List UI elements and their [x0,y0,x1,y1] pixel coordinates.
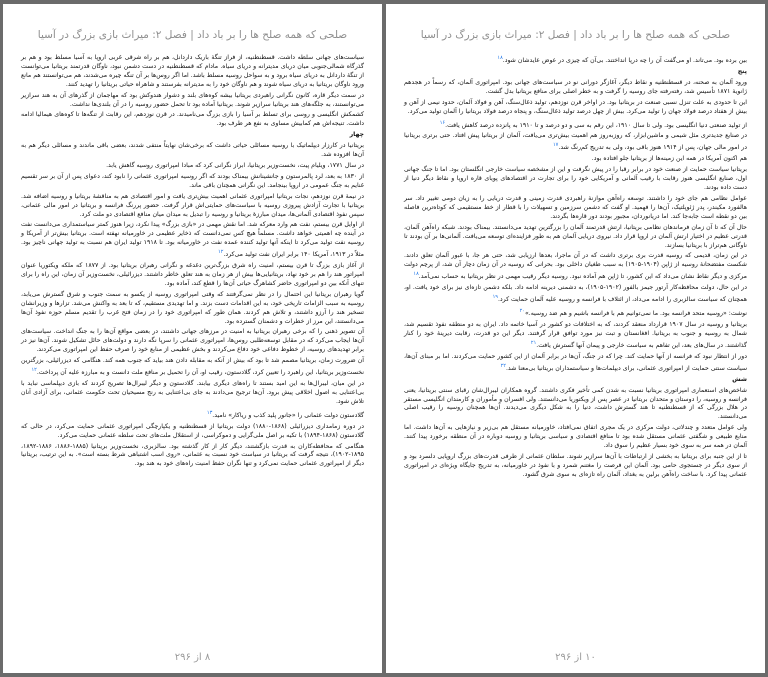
paragraph [21,92,364,110]
paragraph [404,252,747,282]
footnote-link[interactable]: ۱۹ [492,294,498,301]
page-body [404,54,747,480]
paragraph-text: نوشت: «روسیه متحد فرانسه بود. ما نمی‌توانیم هم با فرانسه باشیم و هم ضد روسیه.» [524,310,747,318]
footnote-link[interactable]: ۱۲ [31,367,37,374]
paragraph [21,380,364,407]
paragraph [404,54,747,66]
paragraph-text: چهار [349,131,364,139]
paragraph-text: کشمکش انگلیسی و روسی برای تسلط بر آسیا را بازی بزرگ می‌نامیدند. در قرن نوزدهم، این رقابت از تنگه‌ها تا کوه‌های هیمالیا ادامه داشت. تنیجه‌اش هم کمابیش مساوی به نفع هر طرف بود. [21,111,364,128]
paragraph-text: ورود آلمان به صحنه، در قسطنطنیه و نقاط دیگر، آغازگر دورانی نو در سیاست‌های جهانی بود. امپراتوری آلمان، که رسماً در هجدهم ژانویهٔ ۱۸۷۱ تأسیس شد، رفته‌رفته جای روسیه را گرفت و به خطر اصلی برای منافع بریتانیا بدل گشت. [404,78,747,95]
paragraph-text: بین برده بود. می‌تاند. او می‌گفت آن را چه درپا انداختند. بی‌آن که چیزی در عوض عایدشان شود. [502,57,747,65]
page-header: صلحی که همه صلح ها را بر باد داد | فصل ۲: میراث بازی بزرگ در آسیا [420,29,731,41]
paragraph [21,193,364,220]
footnote-link[interactable]: ۱۸ [497,55,503,61]
paragraph-text: شاخص‌های استعماری امپراتوری بریتانیا نسبت به شدن کمی تأخیر فکری داشتند. گروه همکاران لیبرال‌شان رقبای سنتی بریتانیا، یعنی فرانسه و روسیه، را دوستان و متحدان بریتانیا در عصر پس از ویکتوریا می‌دانستند. ولی افسران و مأموران و کارمندان انگلیسی مستقر در هلال بزرگی که از قسطنطنیه تا هند گسترش داشت، دنیا را به شکل دیگری می‌دیدند. آن‌ها همچنان روسیه را رقیب اصلی می‌دانستند. [404,386,747,421]
paragraph-text: پنج [737,67,747,75]
paragraph-text: در سال ۱۷۷۱، ویلیام پیت، نخست‌وزیر بریتانیا، ابراز نگرانی کرد که مبادا امپراتوری روسیه گاهش یابد. [106,161,364,169]
footnote-link[interactable]: ۲۲ [500,362,506,369]
paragraph [21,443,364,470]
page-number: ۱۰ از ۲۹۶ [555,652,596,663]
paragraph-text: بریتانیا و روسیه در سال ۱۹۰۷ قرارداد منعقد کردند، که به اختلافات دو کشور در آسیا خاتمه داد. ایران به دو منطقه نفوذ تقسیم شد، شمال به روسیه و جنوب به بریتانیا. افغانستان و تبت نیز مورد توافق قرار گرفتند. دیگر این دو قدرت، رقابت دیرینهٔ خود را کنار گذاشتند. در سال‌های بعد، این تفاهم به سیاست خارجی و پیمان آنها گسترش یافت. [404,321,748,349]
paragraph-text: از آغاز بازی بزرگ تا قرن بیستم، امنیت راه شرق بزرگ‌ترین دغدغه و نگرانی رهبران بریتانیا بود. از ۱۸۷۷ که ملکه ویکتوریا عنوان امپراتور هند را هم بر خود نهاد، بریتانیایی‌ها بیش از هر زمان به هند تعلق خاطر داشتند. دیزرائیلی، نخست‌وزیر آن زمان، این راه را برای تنهای آنکه بین دو امپراتوری حاضر کشاهرگ حیاتی آن‌ها را قطع کند، آماده بود. [21,262,364,287]
paragraph [404,453,747,480]
paragraph-text: بریتانیا در کارزار دیپلماتیک با روسیه مسائلی حیاتی داشت که برخی‌شان نهایتاً منتفی شدند، بعضی باقی ماندند و مسائلی دیگر هم به آن‌ها افزوده شد. [21,142,364,159]
paragraph [404,195,747,222]
section-heading [404,376,747,385]
paragraph [404,224,747,251]
paragraph-text: از تولید صنعتی دنیا انگلیسی بود. ولی تا سال ۱۹۱۰، این رقم به سی و دو درصد و تا ۱۹۱۰ به پانزده درصد کاهش یافت. [445,121,747,129]
paragraph [21,142,364,160]
paragraph [21,262,364,289]
paragraph-text: گویا رهبران بریتانیا این احتمال را در نظر نمی‌گرفتند که وقتی امپراتوری روسیه از یکسو به سمت جنوب و شرق گسترش می‌یابد، روسیه به سبب الزامات تاریخی خود، به این اقدامات دست بزند. و اما تهدیدی مستقیم، که تا بعد به واکنش می‌شد. تزارها و وزیرانشان تسخیر هند را آرزو داشتند، و تلاش هم کردند. همان طور که امپراتوری خود را در زمان فتح غرب را تقدیم مسلم حوزه نفوذ آن‌ها می‌دانستند، این مرز از خطرات و دشمنان گسترده بود. [21,290,364,325]
paragraph-text: از ۱۸۳۰ به بعد، لرد پالمرستون و جانشینانش بیمناک بودند که اگر روسیه امپراتوری عثمانی را نابود کند، دعوای پس از آن بر سر تقسیم غنایم به جنگ عمومی در اروپا بینجامد. این نگرانی همچنان باقی ماند. [21,172,364,189]
paragraph-text: عوامل نظامی هم جای خود را داشتند. توسعه راه‌آهن موازنهٔ راهبردی قدرت زمینی و قدرت دریایی را به زیان دومی تغییر داد. سر هالفورد مکیندر، پدر ژئوپلتیک، آن‌ها را فهمید. او گفت که دشمن سرزمین و تسهیلات را با قطار از خط مستقیمی که کوتاه‌ترین فاصله بین دو نقطه است جابه‌جا کند. اما دریانوردان، مجبور بودند دور قاره‌ها بگردند. [404,194,747,220]
footnote-link[interactable]: ۱۳ [206,409,213,416]
paragraph-text: بریتانیا سیاست حمایت از صنعت خود در برابر رقبا را در پیش نگرفت و این از مشخصه سیاست خارجی انگلستان بود. اما تا جنگ جهانی اول، صنایع انگلیسی هنوز رقابت با رقیب آلمانی و آمریکایی خود را برای تجارت در اقتصادهای پویای قاره اروپا و نقاط دیگر دنیا از دست داده بودند. [404,166,747,192]
paragraph-text: در این میان، لیبرال‌ها به این امید بستند تا راه‌های دیگری بیابند. گلادستون و دیگر لیبرال‌ها تصریح کردند که بازی دیپلماسی نباید با بی‌اعتنایی به اصول اخلاقی پیش برود. آن‌ها ترجیح می‌دادند به جای بی‌اعتنایی به رنج مسیحیان تحت حکومت عثمانی، برای آزادی آنان تلاش شود. [21,380,364,405]
paragraph [404,307,747,319]
footnote-link[interactable]: ۱۲ [218,249,224,256]
paragraph-text: در این حال، دولت محافظه‌کار آرتور جیمز بالفور (۱۹۰۲-۱۹۰۵)، به دشمنی دیرینه ادامه داد. بلکه دشمن تازه‌ای نیز برای خود یافت. او، همچنان که سیاست سالزبری را ادامه می‌داد، از ائتلاف با فرانسه و روسیه علیه آلمان حمایت کرد. [404,284,747,304]
paragraph [404,132,747,153]
paragraph [404,166,747,193]
paragraph [404,155,747,164]
paragraph [404,284,747,305]
paragraph [404,119,747,131]
paragraph-text: آن ضرورت زمان، بریتانیا مصمم شد تا بود که بیش از آنکه به مقابله دادن هند بیاید که جنوب همه کند. هنگامی که دیزرائیلی، بزرگترین نخست‌وزیر بریتانیا، این راهبرد را تعیین کرد، گلادستون، رقیب او، آن را تحمیل بر منافع ملت دانست و به مبارزه علیه آن پرداخت. [21,357,364,377]
paragraph [404,79,747,97]
footnote-link[interactable]: ۲۱ [530,339,537,346]
paragraph-text: شش [732,375,747,383]
paragraph [21,162,364,171]
paragraph [21,409,364,421]
page-body [21,54,364,469]
page-header: صلحی که همه صلح ها را بر باد داد | فصل ۲: میراث بازی بزرگ در آسیا [37,29,348,41]
paragraph-text: در صنایع جدیدتری مثل شیمی و ماشین‌ابزار، که روزبه‌روز هم اهمیت بیش‌تری می‌یافت، آلمان از بریتانیا پیش افتاد. حتی برتری بریتانیا در امور مالی جهان، پس از ۱۹۱۴ هنوز باقی بود، ولی به تدریج کم‌رنگ شد. [404,132,747,152]
paragraph [21,357,364,378]
section-heading [21,131,364,140]
paragraph-text: سیاست‌های جهانی سلطه داشت. قسطنطنیه، از فراز تنگهٔ باریک داردانل، هم بر راه شرقی غربی اروپا به آسیا مسلط بود و هم بر گذرگاه شمالی‌جنوبی میان دریای مدیترانه و دریای سیاه. مادام که قسطنطنیه در دست دشمن نبود، ناوگان قدرتمند بریتانیا می‌توانست از تنگهٔ داردانل به دریای سیاه برود و به سواحل روسیه مسلط باشد. اما اگر روس‌ها بر آن تنگه چیره می‌شدند، هم می‌توانستند هم مانع ورود ناوگان بریتانیا به دریای سیاه شوند و هم ناوگان خود را به مدیترانه بفرستند و شاهراه حیاتی بریتانیا را تهدید کنند. [21,54,364,88]
footnote-link[interactable]: ۲۰ [519,308,525,315]
paragraph-text: در این زمان، قدیمی که روسیه قدرت بری برتری داشت که در آن ماجرا، بعدها ارزیابی شد، حتی هر جا، با عبور آلمان تعلق دادند. شکست مفتضحانهٔ روسیه از ژاپن (۱۹۰۴-۱۹۰۵) به سبب طغیان داخلی بود. بحرانی که روسیه در آن زمان دچار آن شد، از پرچم دولت مرکزی و دیگر نقاط نشان می‌داد که این کشور، تا ژاپن هم آماده نبود. روسیه دیگر رقیب مهمی در نظر بریتانیا به حساب نمی‌آمد. [404,252,747,281]
paragraph-text: تا از این جنبه برای بریتانیا به بخشی از ارتباطات با آن‌ها سرازیر شوند. سلطان عثمانی از طرفی قدرت‌های بزرگ اروپایی دلسرد بود و از سوی دیگر در جستجوی حامی بود. آلمان این فرصت را مغتنم شمرد و با نفوذ در خاورمیانه، به تدریج جایگاه ویژه‌ای در امپراتوری عثمانی پیدا کرد. با ساخت راه‌آهن برلین به بغداد، آلمان راه تازه‌ای به سوی شرق گشود. [404,452,747,478]
paragraph-text: هنگامی که محافظه‌کاران به قدرت بازگشتند، دیگر کار از کار گذشته بود. سالزبری، نخست‌وزیر بریتانیا (۱۸۸۵-۱۸۸۶، ۱۸۸۶-۱۸۹۲، ۱۸۹۵-۱۹۰۲)، نتیجه گرفت که بریتانیا در سیاست خود نسبت به عثمانی، «روی اسب اشتباهی شرط بسته است». به این ترتیب، بریتانیا دیگر از امپراتوری عثمانی حمایت نمی‌کرد و تنها نگران حفظ امنیت راه‌های خود به هند بود. [21,442,364,468]
paragraph-text: دور از انتظار نبود که فرانسه از آنها حمایت کند. چرا که در جنگ، آن‌ها در برابر آلمان از این کشور حمایت می‌کردند. اما بر مبنای آن‌ها، سیاست سنتی حمایت از امپراتوری عثمانی، برای دیپلمات‌ها و سیاستمداران بریتانیا بی‌معنا شد. [404,352,747,372]
paragraph [404,353,747,374]
paragraph [21,173,364,191]
paragraph [404,321,747,351]
footnote-link[interactable]: ۱۷ [552,142,559,149]
paragraph [404,99,747,117]
paragraph-text: از اوایل قرن بیستم، نفت هم وارد معرکه شد. اما نقش مهمی در «بازی بزرگ» پیدا نکرد، زیرا هنوز کمتر سیاستمداری می‌دانست نفت در آینده چه اهمیتی خواهد داشت. مسلماً هیچ کس نمی‌دانست که ذخایر عظیمی در خاورمیانه نهفته است. بریتانیا بیش‌تر از آمریکا و روسیه نفت تولید می‌کرد تا اینکه آنها تولید کننده عمده نفت در خاورمیانه بود. تا ۱۹۱۸ تولید ایران هم نسبت به تولید جهانی ناچیز بود. مثلاً در ۱۹۱۳، آمریکا ۱۴۰ برابر ایران نفت تولید می‌کرد. [21,221,364,259]
paragraph-text: آن تصویر ذهنی را که برخی رهبران بریتانیا به امنیت در مرزهای جهانی داشتند، در بعضی مواقع آن‌ها را به جنگ انداخت. سیاست‌های آن‌ها ایجاب می‌کرد که در مقابل توسعه‌طلبی روس‌ها، امپراتوری عثمانی را سرپا نگه دارند و دولت‌های حائل تشکیل شوند. آن‌ها نیز در برابر تهدیدهای روسیه، از خطوط دفاعی خود دفاع می‌کردند و بخش عظیمی از منابع خود را صرف حفظ این امپراتوری می‌کردند. [21,328,364,354]
page-right [386,4,765,673]
footnote-link[interactable]: ۱۸ [413,271,419,278]
paragraph [404,424,747,451]
paragraph [21,291,364,327]
paragraph [21,111,364,129]
paragraph [21,54,364,90]
paragraph-text: حال آن که تا آن زمان فرماندهان نظامی بریتانیا، ارتش قدرتمند آلمان را بزرگترین تهدید می‌دانستند. بیمناک بودند. شبکه راه‌آهن آلمان، قدرتی عظیم در اختیار ارتش آلمان در اروپا قرار داد. نیروی دریایی آلمان هم به طور فزاینده‌ای توسعه می‌یافت. آلمانی‌ها بر آن بودند تا ناوگانی هم‌تراز با بریتانیا بسازند. [404,223,747,249]
section-heading [404,68,747,77]
page-left [3,4,382,673]
paragraph-text: این تا حدودی به علت تنزل نسبی صنعت در بریتانیا بود. در اواخر قرن نوزدهم، تولید ذغال‌سنگ، آهن و فولاد آلمان، حدود نیمی از آهن و بیش از هفتاد درصد فولاد جهان را تولید می‌کرد. بیش از چهل درصد تولید ذغال‌سنگ، و پنجاه درصد فولاد بریتانیا را آلمان تولید می‌کرد. [404,98,747,115]
paragraph [21,221,364,260]
paragraph [21,423,364,441]
paragraph-text: در دوره زمامداری دیزرائیلی (۱۸۶۸-۱۸۸۰) دولت بریتانیا از قسطنطنیه و یکپارچگی امپراتوری عثمانی حمایت می‌کرد، در حالی که گلادستون (۱۸۶۸-۱۸۹۴) با تکیه بر اصل ملی‌گرایی و دموکراسی، از استقلال ملت‌های تحت سلطه عثمانی حمایت می‌کرد. [21,422,365,439]
footnote-link[interactable]: ۱۶ [439,119,446,126]
paragraph-text: ولی عوامل متعدد و چندلاتی، دولت مرکزی در یک مجری اتفاق نمی‌افتاد، خاورمیانه مستقل هم بی‌زیر و نیازهایی به آن‌ها داشت. اما منابع طبیعی و شگفتی عثمانی مستقل شده بود تا منافع اقتصادی و سیاسی بریتانیا و روسیه دوباره در آن منطقه برخورد پیدا کنند. آلمان در همه سر به سوی خود بسیار عظیم را سوق داد. [404,424,747,450]
paragraph [404,387,747,423]
paragraph [21,328,364,355]
page-number: ۸ از ۲۹۶ [174,652,211,663]
paragraph-text: در نیمهٔ قرن نوزدهم، نجات بریتانیا امپراتوری عثمانی اهمیت بیش‌تری یافت و امور اقتصادی هم به مناقشهٔ بریتانیا و روسیه اضافه شد. بریتانیا با تجارت آزادش پیروزی روسیه با سیاست‌های حمایتی‌اش قرار گرفت. حضور پررنگ فرانسه و بریتانیا در امور مالی عثمانی، سپس نفوذ اقتصادی آلمانی‌ها، میدان مبارزهٔ بریتانیا و روسیه را تبدیل به میدان میان منافع اقتصادی دو ملت کرد. [21,192,364,218]
paragraph-text: هم اکنون آمریکا در همه این زمینه‌ها از بریتانیا جلو افتاده بود. [591,155,747,163]
paragraph-text: گلادستون دولت عثمانی را «جانور پلید کذب و ریاکار» نامید. [212,411,364,419]
paragraph-text: در سمت دیگر قاره، کانون نگرانی راهبردی بریتانیا بیشه کوه‌های بلند و دشوار هندوکش بود که مهاجمان از گذرهای آن به هند سرازیر می‌توانستند، به جلگه‌های هند بریتانیا سرازیر شوند. بریتانیا آماده بود تا تحمل حضور روسیه را در آن بلندی‌ها نداشت. [21,91,364,108]
